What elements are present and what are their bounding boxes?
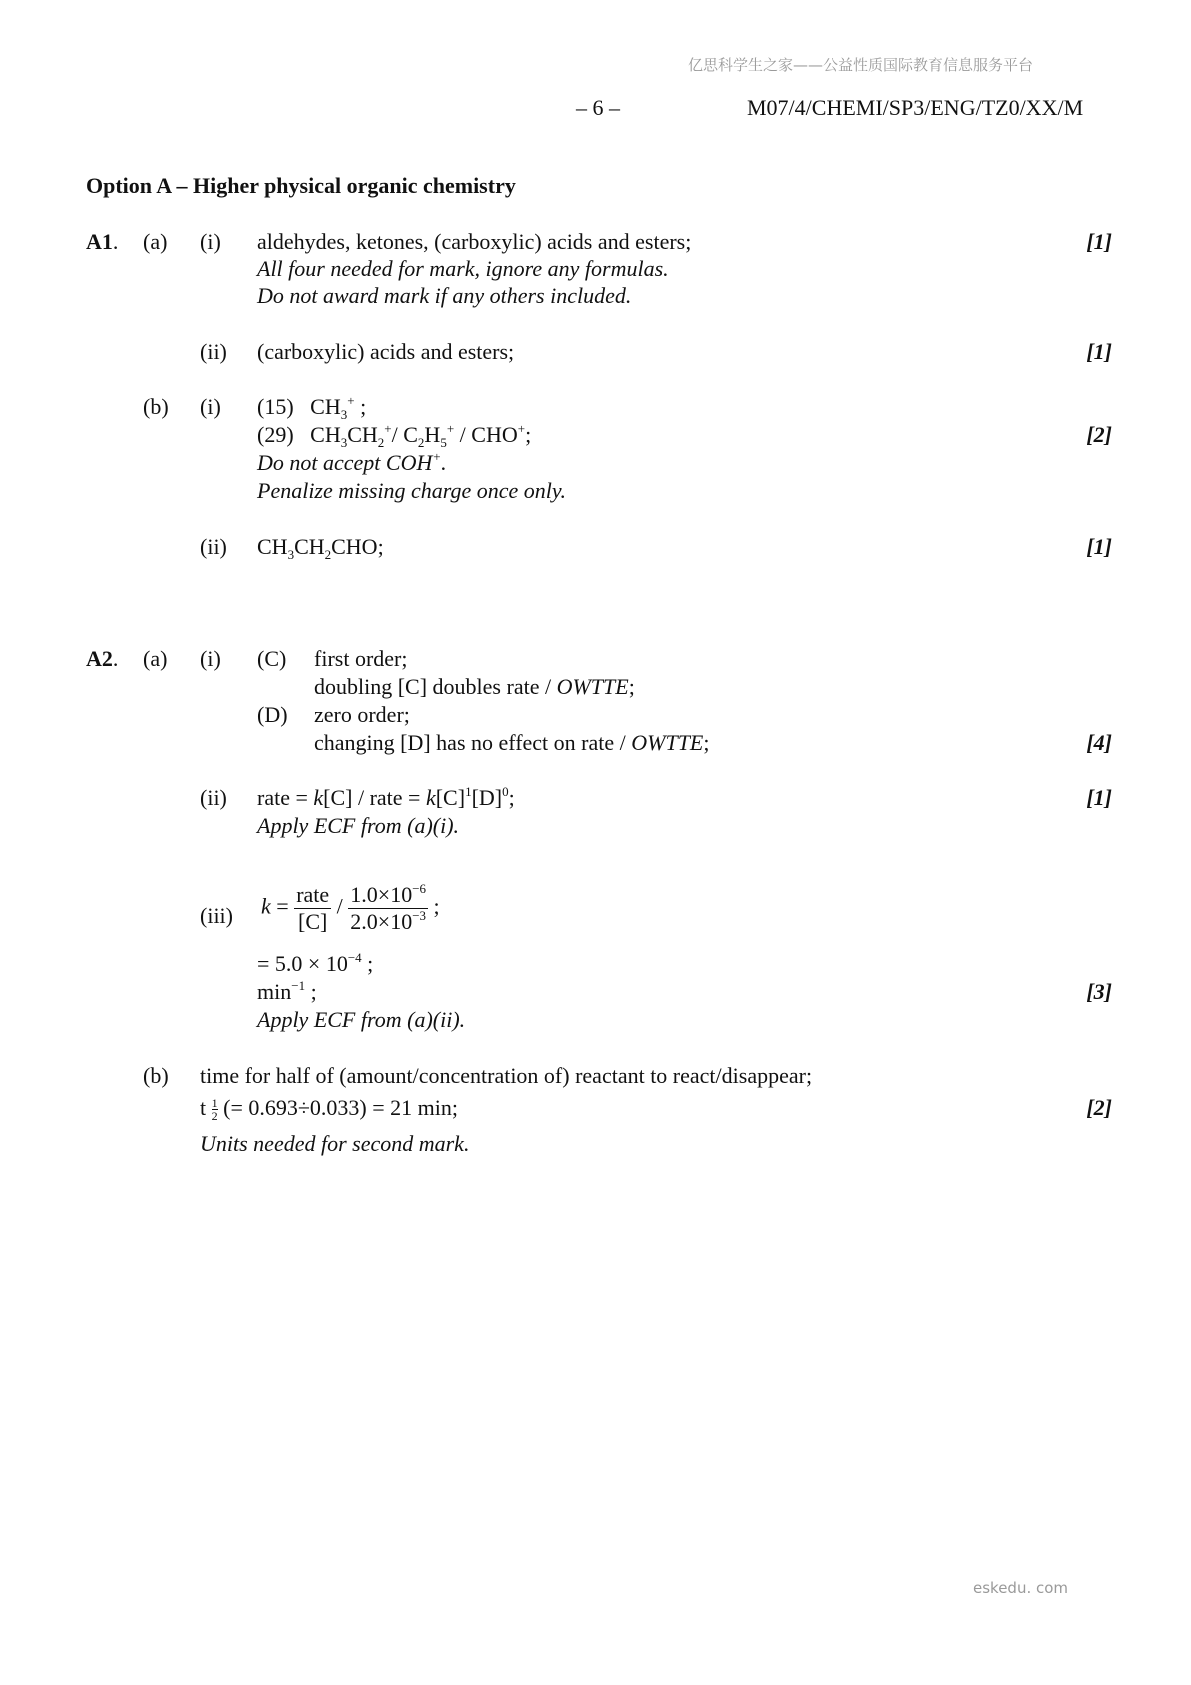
a2-a-iii-rate-constant: k = $\frac{\text{rate}}{[C]}$ / $\frac{1.0\times 10^{-6}}{2.0\times 10^{-3}}$ ; <box>261 881 440 934</box>
a1-a-i-note-2: Do not award mark if any others included. <box>257 283 632 308</box>
a1-b-i-note-1: Do not accept COH+. <box>257 449 447 475</box>
a2-b-mark: [2] <box>1086 1095 1112 1120</box>
half-fraction: $\frac{1}{2}$ <box>211 1096 218 1124</box>
a1-b-i-mass-15: (15) $CH_3^+$ ; <box>257 393 367 422</box>
a1-part-a-label: (a) <box>143 229 168 254</box>
watermark-bottom: eskedu. com <box>973 1579 1069 1597</box>
a1-a-i-answer: aldehydes, ketones, (carboxylic) acids and esters; <box>257 229 692 254</box>
a2-a-iii-note: Apply ECF from (a)(ii). <box>257 1007 466 1032</box>
a1-b-ii-label: (ii) <box>200 534 227 559</box>
a1-a-i-label: (i) <box>200 229 221 254</box>
a2-a-i-c-label: (C) <box>257 646 287 671</box>
a2-a-iii-units: $\min^{-1}$ ; <box>257 978 317 1004</box>
a2-a-i-label: (i) <box>200 646 221 671</box>
a2-a-iii-mark: [3] <box>1086 979 1112 1004</box>
a1-a-ii-label: (ii) <box>200 339 227 364</box>
a2-b-note: Units needed for second mark. <box>200 1131 470 1156</box>
a1-a-ii-answer: (carboxylic) acids and esters; <box>257 339 515 364</box>
fraction-rate-over-c: $\frac{\text{rate}}{[C]}$ <box>296 882 330 934</box>
fraction-values: $\frac{1.0\times 10^{-6}}{2.0\times 10^{-3}}$ <box>350 881 427 934</box>
a2-a-ii-mark: [1] <box>1086 785 1112 810</box>
a2-b-definition: time for half of (amount/concentration of) reactant to react/disappear; <box>200 1063 813 1088</box>
a1-a-i-mark: [1] <box>1086 229 1112 254</box>
paper-code: M07/4/CHEMI/SP3/ENG/TZ0/XX/M <box>747 95 1084 120</box>
a1-b-i-note-2: Penalize missing charge once only. <box>257 478 566 503</box>
a2-part-a-label: (a) <box>143 646 168 671</box>
a2-part-b-label: (b) <box>143 1063 169 1088</box>
a1-part-b-label: (b) <box>143 394 169 419</box>
a1-a-ii-mark: [1] <box>1086 339 1112 364</box>
option-title: Option A – Higher physical organic chemistry <box>86 173 516 198</box>
a1-b-i-mark: [2] <box>1086 422 1112 447</box>
a2-a-ii-note: Apply ECF from (a)(i). <box>257 813 460 838</box>
a2-a-i-mark: [4] <box>1086 730 1112 755</box>
a2-a-i-d-reason: changing [D] has no effect on rate / OWTTE; <box>314 730 710 755</box>
a2-a-ii-rate-equation: rate = k[C] / rate = $k[C]^1[D]^0$; <box>257 784 515 810</box>
a1-b-ii-mark: [1] <box>1086 534 1112 559</box>
a2-a-i-d-label: (D) <box>257 702 288 727</box>
question-a2-label: A2. <box>86 646 119 671</box>
a2-a-iii-result: = $5.0 \times 10^{-4}$ ; <box>257 950 374 976</box>
question-a1-label: A1. <box>86 229 119 254</box>
a2-a-i-d-order: zero order; <box>314 702 410 727</box>
page-number: – 6 – <box>576 95 620 120</box>
a1-b-ii-answer: $CH_3CH_2CHO$; <box>257 534 384 562</box>
a2-a-i-c-reason: doubling [C] doubles rate / OWTTE; <box>314 674 635 699</box>
a2-a-i-c-order: first order; <box>314 646 408 671</box>
a1-a-i-note-1: All four needed for mark, ignore any formulas. <box>257 256 669 281</box>
a2-a-ii-label: (ii) <box>200 785 227 810</box>
watermark-top: 亿思科学生之家——公益性质国际教育信息服务平台 <box>688 56 1034 74</box>
a1-b-i-label: (i) <box>200 394 221 419</box>
a1-b-i-mass-29: (29) $CH_3CH_2^+/$ $C_2H_5^+ / CHO^+$; <box>257 421 532 450</box>
a2-b-half-life: t $\frac{1}{2}$ (= 0.693÷0.033) = 21 min; <box>200 1095 459 1124</box>
a2-a-iii-label: (iii) <box>200 903 233 928</box>
